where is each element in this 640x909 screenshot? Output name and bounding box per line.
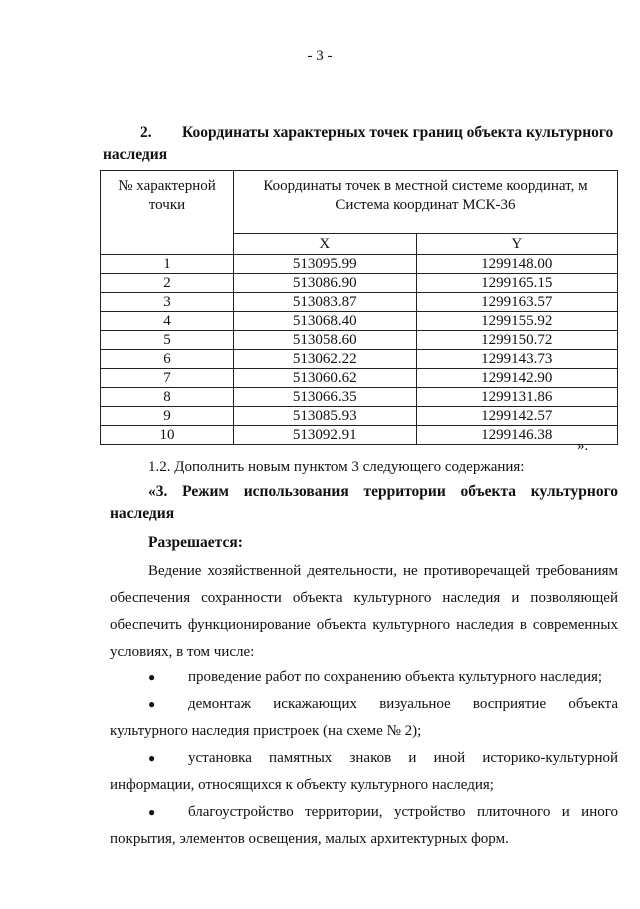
- list-item-continuation: покрытия, элементов освещения, малых архитектурных форм.: [110, 831, 509, 847]
- table-row: [101, 426, 618, 445]
- header-y: Y: [416, 234, 617, 255]
- list-item-continuation: информации, относящихся к объекту культурного наследия;: [110, 777, 494, 793]
- bullet-icon: ●: [148, 805, 156, 819]
- x-coordinate-cell: 513083.87: [234, 293, 417, 312]
- y-coordinate-cell: 1299165.15: [416, 274, 617, 293]
- point-number-cell: 7: [101, 369, 234, 388]
- list-item-text: проведение работ по сохранению объекта культурного наследия;: [188, 669, 603, 685]
- bullet-icon: ●: [148, 670, 156, 684]
- x-coordinate-cell: 513092.91: [234, 426, 417, 445]
- bullet-icon: ●: [148, 751, 156, 765]
- y-coordinate-cell: 1299155.92: [416, 312, 617, 331]
- list-item: [110, 664, 618, 691]
- point-number-cell: 10: [101, 426, 234, 445]
- table-row: [101, 407, 618, 426]
- section-3-heading-line2: наследия: [110, 505, 175, 522]
- y-coordinate-cell: 1299146.38: [416, 426, 617, 445]
- y-coordinate-cell: 1299142.90: [416, 369, 617, 388]
- list-item: [110, 799, 618, 853]
- x-coordinate-cell: 513085.93: [234, 407, 417, 426]
- x-coordinate-cell: 513062.22: [234, 350, 417, 369]
- table-row: [101, 369, 618, 388]
- section-title-text: Координаты характерных точек границ объекта культурного наследия: [103, 124, 614, 163]
- table-row: [101, 388, 618, 407]
- table-row: [101, 255, 618, 274]
- list-item-text: благоустройство территории, устройство плиточного и иного: [188, 804, 618, 820]
- point-number-cell: 2: [101, 274, 234, 293]
- list-item: [110, 745, 618, 799]
- y-coordinate-cell: 1299163.57: [416, 293, 617, 312]
- intro-paragraph: Ведение хозяйственной деятельности, не противоречащей требованиям обеспечения сохранности объекта культурного наследия и позволяющей обеспечить функционирование объекта культурного наследия в современных условиях, в том числе:: [110, 563, 618, 660]
- x-coordinate-cell: 513058.60: [234, 331, 417, 350]
- page-number: - 3 -: [307, 48, 333, 64]
- coordinates-table: [100, 170, 618, 445]
- point-number-cell: 9: [101, 407, 234, 426]
- y-coordinate-cell: 1299143.73: [416, 350, 617, 369]
- x-coordinate-cell: 513060.62: [234, 369, 417, 388]
- list-item-continuation: культурного наследия пристроек (на схеме № 2);: [110, 723, 422, 739]
- section-number: 2.: [140, 124, 152, 141]
- x-coordinate-cell: 513086.90: [234, 274, 417, 293]
- header-coordinate-system: Координаты точек в местной системе координат, м Система координат МСК-36: [234, 171, 618, 234]
- table-row: [101, 350, 618, 369]
- table-row: [101, 293, 618, 312]
- allowed-heading: Разрешается:: [148, 534, 243, 551]
- section-3-heading-line1: «3. Режим использования территории объекта культурного: [148, 483, 618, 500]
- list-item-text: демонтаж искажающих визуальное восприятие объекта: [188, 696, 618, 712]
- y-coordinate-cell: 1299131.86: [416, 388, 617, 407]
- point-number-cell: 5: [101, 331, 234, 350]
- header-point-number: № характерной точки: [101, 171, 234, 255]
- table-row: [101, 274, 618, 293]
- y-coordinate-cell: 1299148.00: [416, 255, 617, 274]
- y-coordinate-cell: 1299150.72: [416, 331, 617, 350]
- closing-quote: ».: [577, 438, 589, 454]
- point-number-cell: 1: [101, 255, 234, 274]
- amendment-text: 1.2. Дополнить новым пунктом 3 следующего содержания:: [148, 459, 525, 475]
- list-item-text: установка памятных знаков и иной историко-культурной: [188, 750, 618, 766]
- list-item: [110, 691, 618, 745]
- table-row: [101, 312, 618, 331]
- point-number-cell: 4: [101, 312, 234, 331]
- x-coordinate-cell: 513095.99: [234, 255, 417, 274]
- table-row: [101, 331, 618, 350]
- point-number-cell: 6: [101, 350, 234, 369]
- point-number-cell: 3: [101, 293, 234, 312]
- header-x: X: [234, 234, 417, 255]
- point-number-cell: 8: [101, 388, 234, 407]
- x-coordinate-cell: 513068.40: [234, 312, 417, 331]
- section-3-heading: [110, 481, 618, 525]
- x-coordinate-cell: 513066.35: [234, 388, 417, 407]
- y-coordinate-cell: 1299142.57: [416, 407, 617, 426]
- section-title: [103, 122, 618, 166]
- bullet-icon: ●: [148, 697, 156, 711]
